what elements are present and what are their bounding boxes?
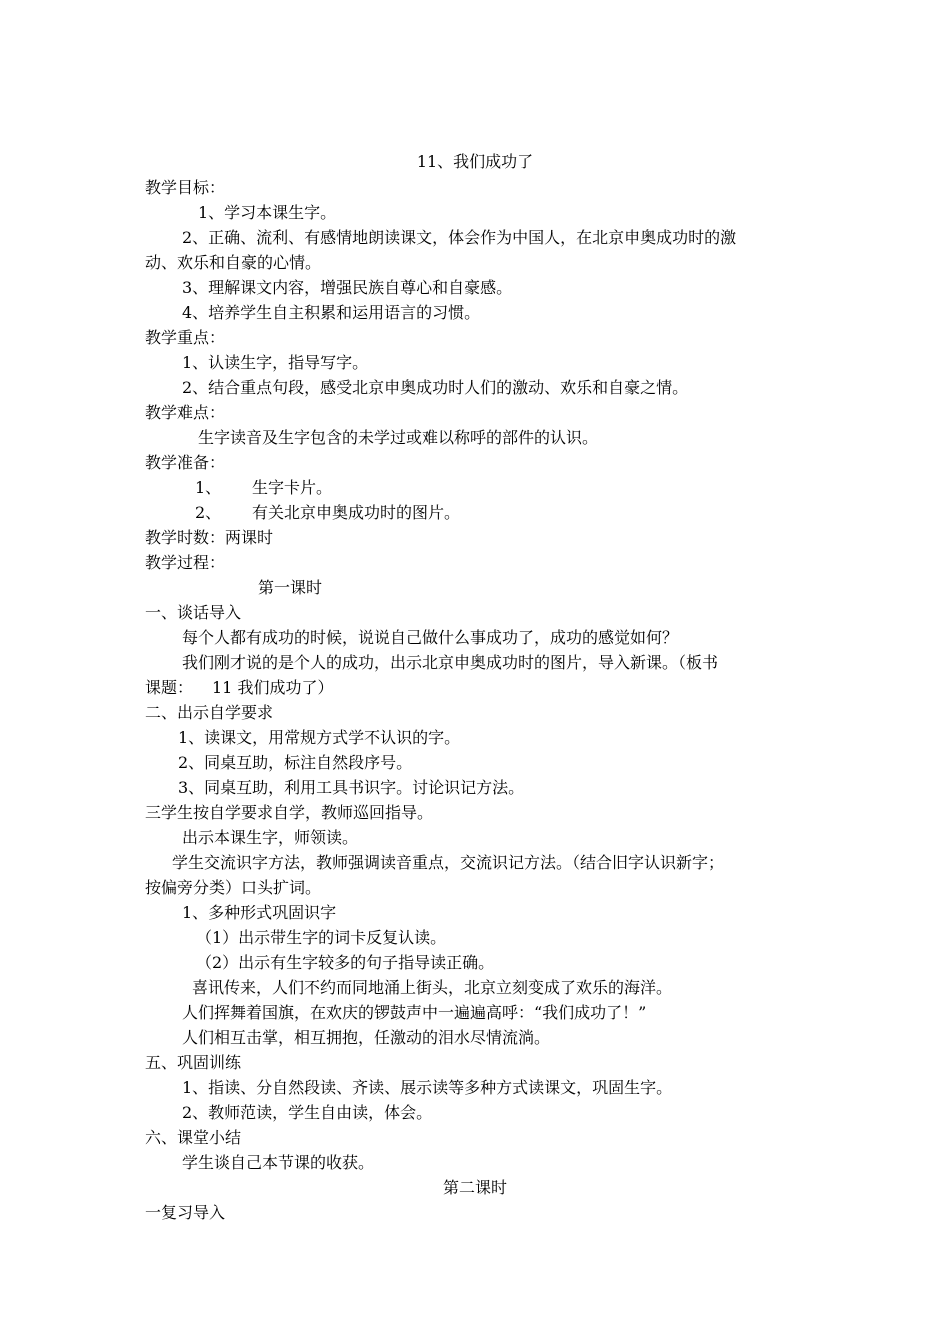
section-3-item-1: 1、多种形式巩固识字 <box>182 903 337 922</box>
document-title: 11、我们成功了 <box>416 152 534 171</box>
heading-key-points: 教学重点： <box>145 328 226 347</box>
section-3-sub-1: （1）出示带生字的词卡反复认读。 <box>196 928 447 947</box>
section-3-para-1: 出示本课生字，师领读。 <box>182 828 359 847</box>
section-2-item-3: 3、同桌互助，利用工具书识字。讨论识记方法。 <box>178 778 525 797</box>
objective-2: 2、正确、流利、有感情地朗读课文，体会作为中国人，在北京申奥成功时的激 <box>182 228 737 247</box>
objective-3: 3、理解课文内容，增强民族自尊心和自豪感。 <box>182 278 513 297</box>
second-lesson-title: 第二课时 <box>442 1178 507 1197</box>
objective-2-cont: 动、欢乐和自豪的心情。 <box>145 253 322 272</box>
section-1-para-2: 我们刚才说的是个人的成功，出示北京申奥成功时的图片，导入新课。（板书 <box>182 653 719 672</box>
section-1-para-1: 每个人都有成功的时候，说说自己做什么事成功了，成功的感觉如何？ <box>182 628 679 647</box>
prep-2-number: 2、 <box>195 503 222 522</box>
objective-1: 1、学习本课生字。 <box>198 203 337 222</box>
section-2-item-1: 1、读课文，用常规方式学不认识的字。 <box>178 728 461 747</box>
section-6-para: 学生谈自己本节课的收获。 <box>182 1153 375 1172</box>
section-3-para-2-cont: 按偏旁分类）口头扩词。 <box>145 878 322 897</box>
example-sentence-3: 人们相互击掌，相互拥抱，任激动的泪水尽情流淌。 <box>182 1028 551 1047</box>
key-point-1: 1、认读生字，指导写字。 <box>182 353 369 372</box>
heading-hours: 教学时数：两课时 <box>145 528 274 547</box>
section-5-heading: 五、巩固训练 <box>145 1053 242 1072</box>
heading-objectives: 教学目标： <box>145 178 226 197</box>
section-5-item-2: 2、教师范读，学生自由读，体会。 <box>182 1103 433 1122</box>
second-lesson-section-1: 一复习导入 <box>145 1203 226 1222</box>
objective-4: 4、培养学生自主积累和运用语言的习惯。 <box>182 303 481 322</box>
section-2-item-2: 2、同桌互助，标注自然段序号。 <box>178 753 413 772</box>
section-3-heading: 三学生按自学要求自学，教师巡回指导。 <box>145 803 434 822</box>
example-sentence-2: 人们挥舞着国旗，在欢庆的锣鼓声中一遍遍高呼：“我们成功了！” <box>182 1003 647 1022</box>
section-6-heading: 六、课堂小结 <box>145 1128 242 1147</box>
section-3-para-2: 学生交流识字方法，教师强调读音重点，交流识记方法。（结合旧字认识新字； <box>172 853 725 872</box>
difficulty-1: 生字读音及生字包含的未学过或难以称呼的部件的认识。 <box>198 428 599 447</box>
section-5-item-1: 1、指读、分自然段读、齐读、展示读等多种方式读课文，巩固生字。 <box>182 1078 673 1097</box>
example-sentence-1: 喜讯传来，人们不约而同地涌上街头，北京立刻变成了欢乐的海洋。 <box>192 978 673 997</box>
section-3-sub-2: （2）出示有生字较多的句子指导读正确。 <box>196 953 495 972</box>
first-lesson-title: 第一课时 <box>258 578 323 597</box>
prep-1-text: 生字卡片。 <box>252 478 333 497</box>
section-1-para-2-cont-a: 课题： <box>145 678 194 697</box>
prep-1-number: 1、 <box>195 478 222 497</box>
key-point-2: 2、结合重点句段，感受北京申奥成功时人们的激动、欢乐和自豪之情。 <box>182 378 689 397</box>
prep-2-text: 有关北京申奥成功时的图片。 <box>252 503 461 522</box>
heading-difficulties: 教学难点： <box>145 403 226 422</box>
section-1-para-2-cont-b: 11 我们成功了） <box>212 678 334 697</box>
section-1-heading: 一、谈话导入 <box>145 603 242 622</box>
heading-process: 教学过程： <box>145 553 226 572</box>
heading-preparation: 教学准备： <box>145 453 226 472</box>
section-2-heading: 二、出示自学要求 <box>145 703 274 722</box>
